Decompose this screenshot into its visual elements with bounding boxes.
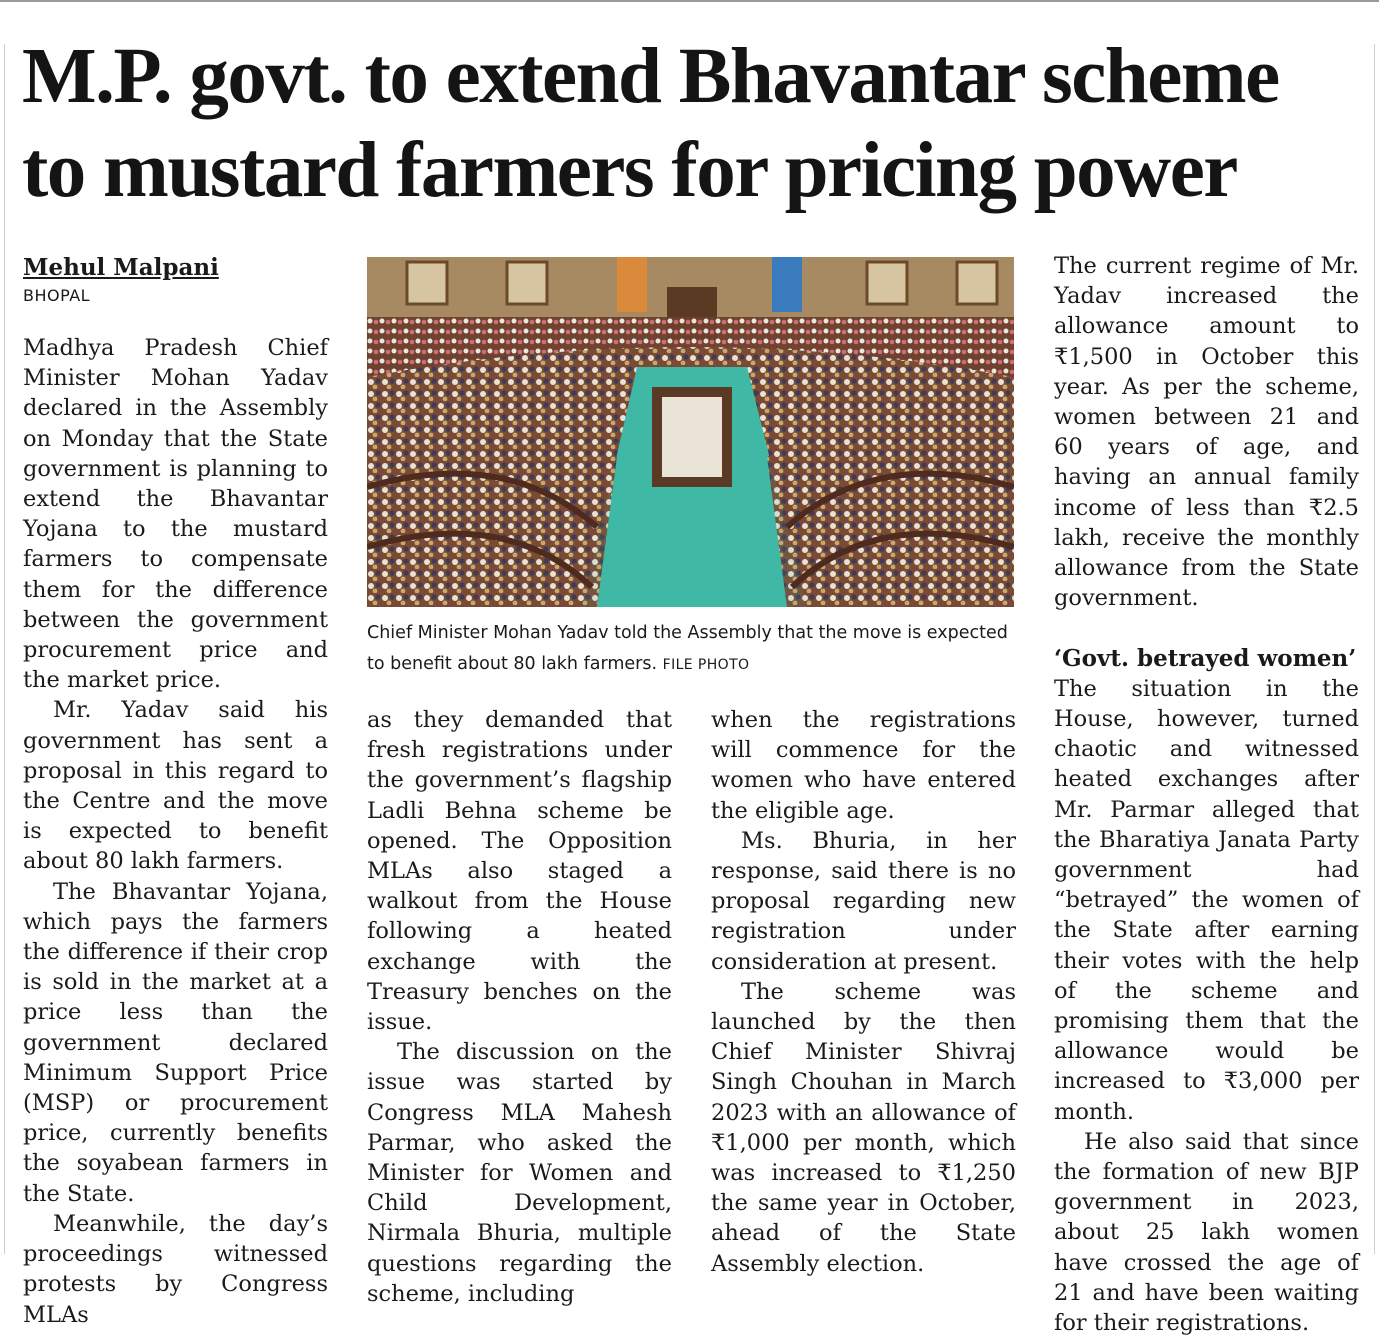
photo-credit: FILE PHOTO (662, 657, 750, 673)
paragraph: Mr. Yadav said his government has sent a proposal in this regard to the Centre and the move is expected to benefit about 80 lakh farmers. (23, 697, 328, 875)
article-column-1 (23, 253, 328, 1330)
caption-text: Chief Minister Mohan Yadav told the Assembly that the move is expected to benefit about 80 lakh farmers. (367, 623, 1008, 674)
byline-author: Mehul Malpani (23, 254, 219, 281)
paragraph: The Bhavantar Yojana, which pays the farmers the difference if their crop is sold in the market at a price less than the government declared Minimum Support Price (MSP) or procurement price, currently benefits the soyabean farmers in the State. (23, 878, 328, 1207)
photo-caption (367, 618, 1014, 681)
paragraph: Madhya Pradesh Chief Minister Mohan Yadav declared in the Assembly on Monday that the State government is planning to extend the Bhavantar Yojana to the mustard farmers to compensate them for the difference between the government procurement price and the market price. (23, 335, 328, 694)
paragraph: The current regime of Mr. Yadav increased the allowance amount to ₹1,500 in October this year. As per the scheme, women between 21 and 60 years of age, and having an annual family income of less than ₹2.5 lakh, receive the monthly allowance from the State government. (1054, 253, 1359, 612)
article-column-2 (367, 705, 672, 1309)
top-rule (0, 0, 1379, 2)
headline (22, 30, 1362, 218)
article-column-4 (1054, 251, 1359, 1338)
paragraph: Ms. Bhuria, in her response, said there is no proposal regarding new registration under consideration at present. (711, 827, 1016, 975)
assembly-hall-image (367, 257, 1014, 607)
headline-line-2: to mustard farmers for pricing power (22, 127, 1237, 214)
subheading: ‘Govt. betrayed women’ (1054, 644, 1357, 672)
article-column-3 (711, 705, 1016, 1279)
dateline: BHOPAL (23, 286, 91, 305)
left-border (4, 44, 5, 1254)
paragraph: The discussion on the issue was started by Congress MLA Mahesh Parmar, who asked the Minister for Women and Child Development, Nirmala Bhuria, multiple questions regarding the scheme, including (367, 1039, 672, 1307)
paragraph: when the registrations will commence for the women who have entered the eligible age. (711, 707, 1016, 824)
paragraph: Meanwhile, the day’s proceedings witnessed protests by Congress MLAs (23, 1210, 328, 1328)
paragraph: The situation in the House, however, turned chaotic and witnessed heated exchanges after Mr. Parmar alleged that the Bharatiya Janata Party government had “betrayed” the women of the State after earning their votes with the help of the scheme and promising them that the allowance would be increased to ₹3,000 per month. (1054, 675, 1359, 1125)
paragraph: as they demanded that fresh registrations under the government’s flagship Ladli Behna scheme be opened. The Opposition MLAs also staged a walkout from the House following a heated exchange with the Treasury benches on the issue. (367, 707, 672, 1036)
paragraph: The scheme was launched by the then Chief Minister Shivraj Singh Chouhan in March 2023 with an allowance of ₹1,000 per month, which was increased to ₹1,250 the same year in October, ahead of the State Assembly election. (711, 978, 1016, 1277)
paragraph: He also said that since the formation of new BJP government in 2023, about 25 lakh women have crossed the age of 21 and have been waiting for their registrations. (1054, 1128, 1359, 1337)
assembly-photo (367, 257, 1014, 607)
right-border (1374, 44, 1375, 1254)
headline-line-1: M.P. govt. to extend Bhavantar scheme (22, 33, 1279, 120)
